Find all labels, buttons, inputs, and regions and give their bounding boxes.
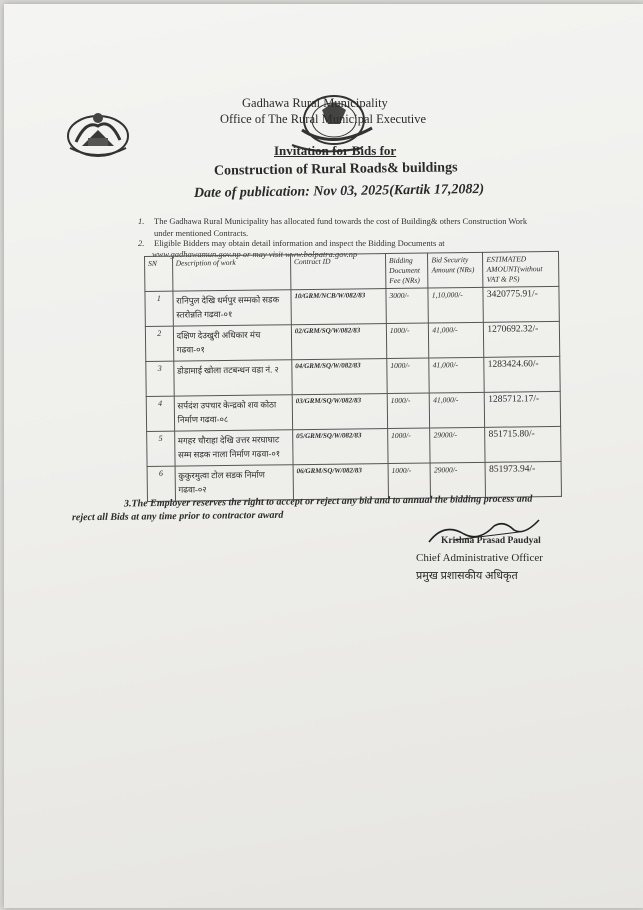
table-row bbox=[146, 356, 560, 396]
cell-fee: 3000/- bbox=[386, 288, 429, 324]
invitation-heading: Invitation for Bids for bbox=[274, 143, 397, 158]
nepal-emblem-logo bbox=[62, 108, 134, 160]
header-amount: ESTIMATED AMOUNT(without VAT & PS) bbox=[483, 251, 559, 287]
cell-fee: 1000/- bbox=[386, 323, 429, 359]
cell-amount: 3420775.91/- bbox=[483, 286, 559, 322]
cell-amount: 851715.80/- bbox=[485, 426, 561, 462]
cell-fee: 1000/- bbox=[387, 358, 430, 394]
paragraph-2 bbox=[138, 238, 445, 248]
table-row bbox=[145, 286, 559, 326]
cell-sn: 4 bbox=[146, 396, 174, 431]
paragraph-text: The Gadhawa Rural Municipality has allocated fund towards the cost of Building& others Construction Work bbox=[154, 216, 528, 226]
cell-security: 41,000/- bbox=[429, 357, 484, 393]
cell-description: डोडामाई खोला तटबन्धन वडा नं. २ bbox=[173, 360, 292, 396]
cell-contract-id: 06/GRM/SQ/W/082/83 bbox=[293, 464, 388, 500]
cell-sn: 2 bbox=[145, 326, 173, 361]
paragraph-1-cont: under mentioned Contracts. bbox=[154, 228, 249, 238]
header-sn: SN bbox=[145, 256, 173, 291]
cell-security: 41,000/- bbox=[430, 392, 485, 428]
cell-contract-id: 04/GRM/SQ/W/082/83 bbox=[292, 359, 387, 395]
paragraph-number: 2. bbox=[138, 238, 145, 248]
signatory-name: Krishna Prasad Paudyal bbox=[441, 536, 541, 546]
paragraph-number: 1. bbox=[138, 216, 145, 226]
cell-sn: 6 bbox=[147, 466, 175, 501]
paragraph-text: Eligible Bidders may obtain detail information and inspect the Bidding Documents at bbox=[154, 238, 445, 248]
cell-security: 1,10,000/- bbox=[428, 287, 483, 323]
cell-sn: 1 bbox=[145, 291, 173, 326]
cell-security: 41,000/- bbox=[429, 322, 484, 358]
cell-description: कुकुरमुत्वा टोल सडक निर्माण गढवा-०२ bbox=[175, 465, 294, 501]
header-description: Description of work bbox=[172, 255, 291, 291]
cell-sn: 5 bbox=[147, 431, 175, 466]
paragraph-2-cont: www.gadhawamun.gov.np or may visit www.bolpatra.gov.np bbox=[152, 249, 358, 259]
cell-description: सर्पदंश उपचार केन्द्रको शव कोठा निर्माण गढवा-०८ bbox=[174, 395, 293, 431]
notice-title: Construction of Rural Roads& buildings bbox=[213, 160, 458, 179]
municipality-name: Gadhawa Rural Municipality bbox=[242, 96, 388, 110]
header-fee: Bidding Document Fee (NRs) bbox=[385, 253, 428, 289]
cell-description: मगहर चौराहा देखि उत्तर मरघाघाट सम्म सडक नाला निर्माण गढवा-०१ bbox=[174, 430, 293, 466]
table-row bbox=[145, 321, 559, 361]
table-row bbox=[146, 391, 560, 431]
header-contract-id: Contract ID bbox=[290, 254, 385, 290]
cell-description: रानिपुल देखि धर्मपुर सम्मको सडक स्तरोन्नति गढवा-०१ bbox=[173, 290, 292, 326]
cell-amount: 1283424.60/- bbox=[484, 356, 560, 392]
cell-fee: 1000/- bbox=[388, 463, 431, 499]
table-header-row bbox=[145, 251, 559, 291]
cell-description: दक्षिण देउखुरी अधिकार मंच गढवा-०१ bbox=[173, 325, 292, 361]
office-name: Office of The Rural Municipal Executive bbox=[220, 112, 427, 126]
document-page bbox=[4, 4, 643, 908]
table-row bbox=[147, 426, 561, 466]
cell-sn: 3 bbox=[146, 361, 174, 396]
cell-security: 29000/- bbox=[430, 427, 485, 463]
cell-fee: 1000/- bbox=[387, 393, 430, 429]
handwritten-signature bbox=[424, 512, 544, 552]
cell-fee: 1000/- bbox=[388, 428, 431, 464]
cell-amount: 1285712.17/- bbox=[485, 391, 561, 427]
cell-amount: 851973.94/- bbox=[485, 461, 561, 497]
signatory-role-nepali: प्रमुख प्रशासकीय अधिकृत bbox=[416, 570, 518, 582]
reservation-note: 3.The Employer reserves the right to accept or reject any bid and to annual the bidding process and bbox=[123, 493, 533, 510]
contracts-table bbox=[144, 251, 562, 502]
cell-contract-id: 10/GRM/NCB/W/082/83 bbox=[291, 289, 386, 325]
cell-contract-id: 05/GRM/SQ/W/082/83 bbox=[293, 429, 388, 465]
paragraph-1 bbox=[138, 216, 527, 226]
header-security: Bid Security Amount (NRs) bbox=[428, 252, 483, 288]
cell-security: 29000/- bbox=[430, 462, 485, 498]
publication-date: Date of publication: Nov 03, 2025(Kartik 17,2082) bbox=[193, 181, 485, 202]
cell-amount: 1270692.32/- bbox=[484, 321, 560, 357]
reservation-note-cont: reject all Bids at any time prior to contractor award bbox=[71, 509, 284, 524]
cell-contract-id: 02/GRM/SQ/W/082/83 bbox=[291, 324, 386, 360]
cell-contract-id: 03/GRM/SQ/W/082/83 bbox=[292, 394, 387, 430]
signatory-role: Chief Administrative Officer bbox=[416, 552, 543, 564]
